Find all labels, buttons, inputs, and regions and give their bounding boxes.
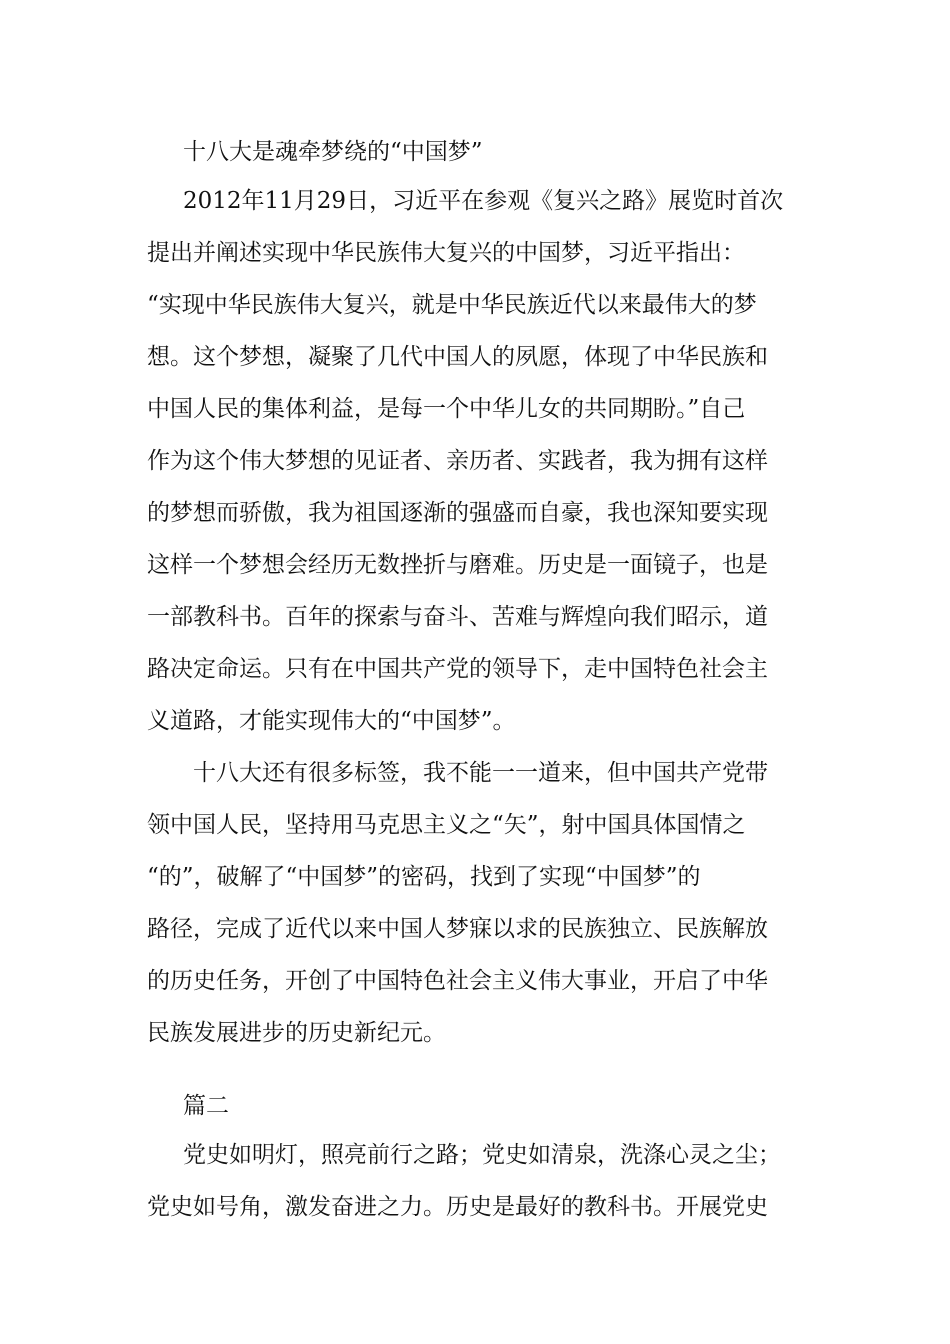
text-line: 的历史任务，开创了中国特色社会主义伟大事业，开启了中华 xyxy=(147,968,768,994)
text-line: 党史如明灯，照亮前行之路；党史如清泉，洗涤心灵之尘； xyxy=(183,1142,781,1168)
text-line: 十八大还有很多标签，我不能一一道来，但中国共产党带 xyxy=(193,760,768,786)
text-line: “实现中华民族伟大复兴，就是中华民族近代以来最伟大的梦 xyxy=(147,292,757,318)
text-line: “的”，破解了“中国梦”的密码，找到了实现“中国梦”的 xyxy=(147,864,701,890)
text-line: 党史如号角，激发奋进之力。历史是最好的教科书。开展党史 xyxy=(147,1194,768,1220)
text-line: 路径，完成了近代以来中国人梦寐以求的民族独立、民族解放 xyxy=(147,916,768,942)
text-line: 中国人民的集体利益，是每一个中华儿女的共同期盼。”自己 xyxy=(147,396,746,422)
text-line: 2012年11月29日，习近平在参观《复兴之路》展览时首次 xyxy=(183,188,784,214)
text-line: 路决定命运。只有在中国共产党的领导下，走中国特色社会主 xyxy=(147,656,768,682)
section-heading: 十八大是魂牵梦绕的“中国梦” xyxy=(183,139,483,165)
section-heading: 篇二 xyxy=(183,1093,229,1119)
text-line: 想。这个梦想，凝聚了几代中国人的夙愿，体现了中华民族和 xyxy=(147,344,768,370)
text-line: 民族发展进步的历史新纪元。 xyxy=(147,1020,446,1046)
text-line: 一部教科书。百年的探索与奋斗、苦难与辉煌向我们昭示，道 xyxy=(147,604,768,630)
text-line: 这样一个梦想会经历无数挫折与磨难。历史是一面镜子，也是 xyxy=(147,552,768,578)
text-line: 领中国人民，坚持用马克思主义之“矢”，射中国具体国情之 xyxy=(147,812,746,838)
text-line: 提出并阐述实现中华民族伟大复兴的中国梦，习近平指出： xyxy=(147,240,745,266)
text-line: 作为这个伟大梦想的见证者、亲历者、实践者，我为拥有这样 xyxy=(147,448,768,474)
text-line: 的梦想而骄傲，我为祖国逐渐的强盛而自豪，我也深知要实现 xyxy=(147,500,768,526)
text-line: 义道路，才能实现伟大的“中国梦”。 xyxy=(147,708,516,734)
